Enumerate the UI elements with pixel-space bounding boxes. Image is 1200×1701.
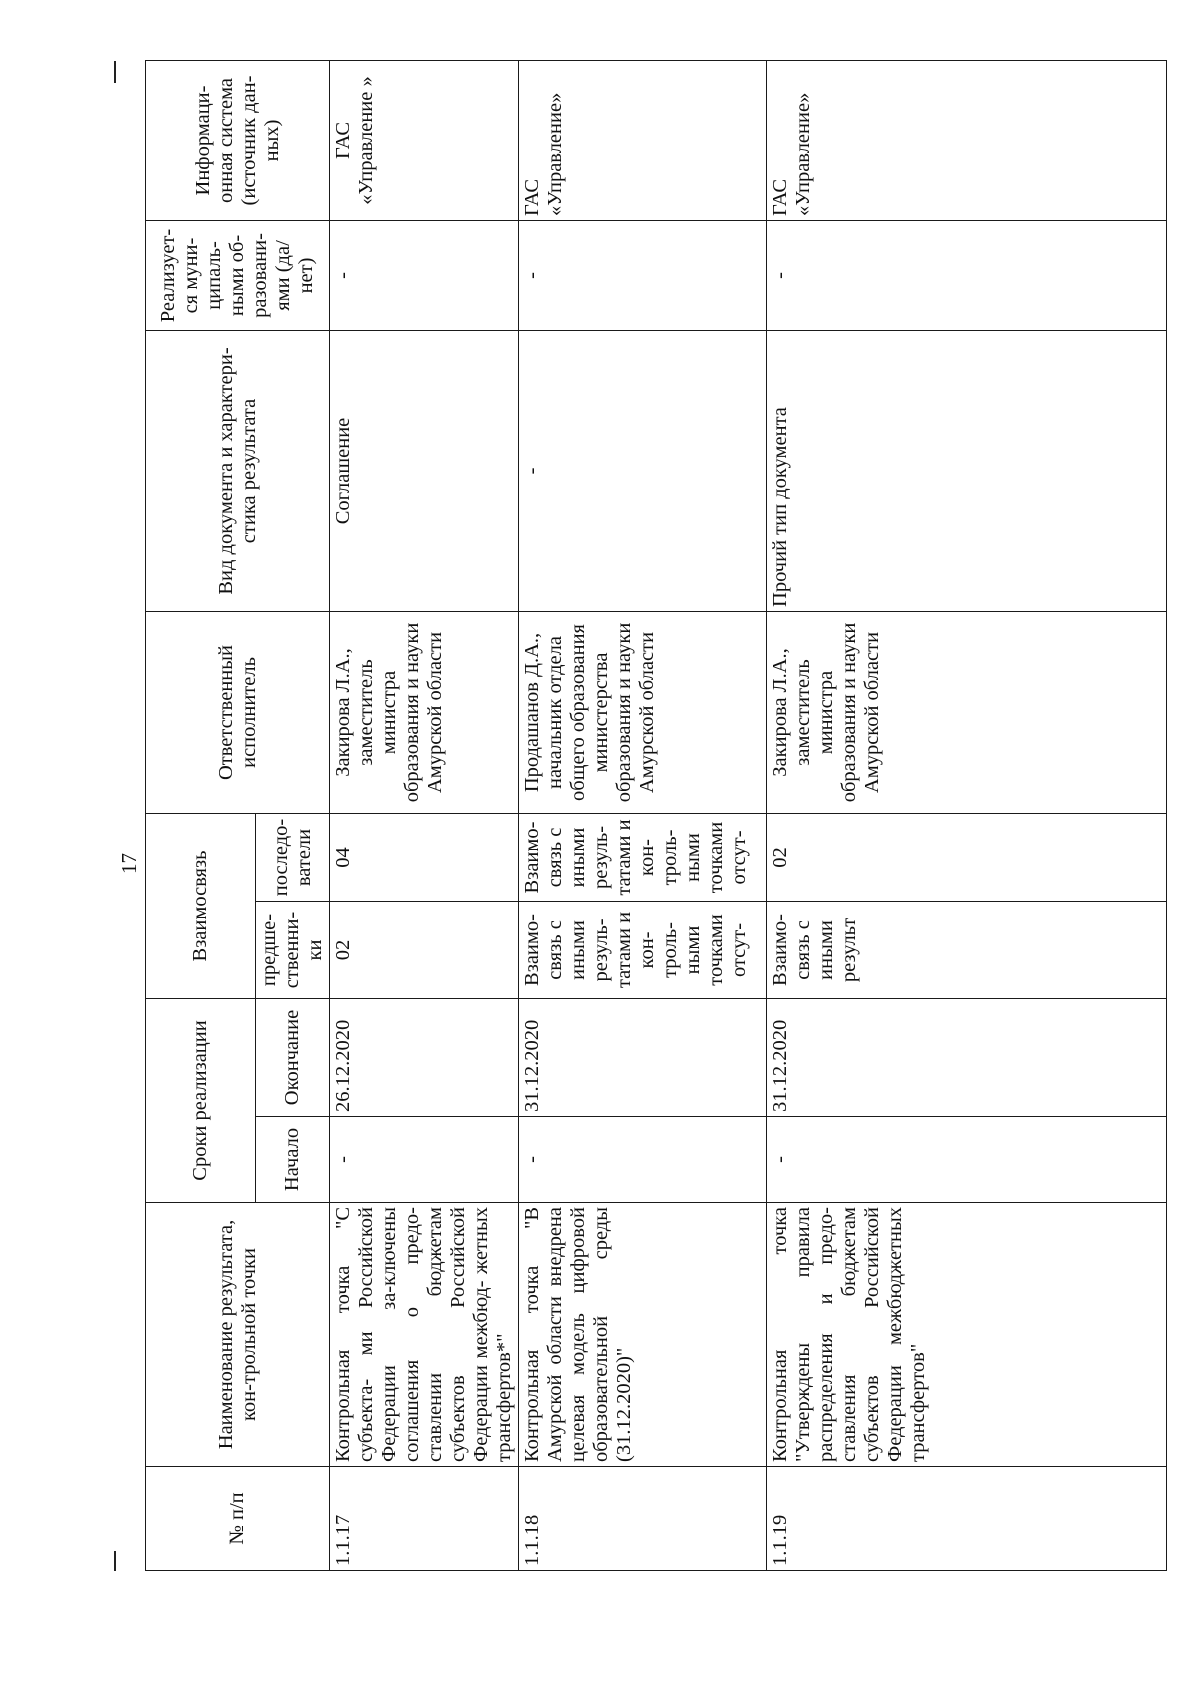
row-start: - [767, 1117, 1167, 1203]
row-end: 31.12.2020 [767, 998, 1167, 1116]
row-municipal: - [330, 220, 519, 330]
header-link: Взаимосвязь [146, 813, 256, 998]
row-municipal: - [767, 220, 1167, 330]
table-row [330, 60, 519, 1570]
row-responsible: Продашанов Д.А., начальник отдела общего образования министерства образования и науки Амурской области [519, 611, 767, 813]
header-responsible: Ответственный исполнитель [146, 611, 330, 813]
header-municipal: Реализует-ся муни-ципаль-ными об-разовани-ями (да/нет) [146, 220, 330, 330]
page-number: 17 [117, 853, 141, 874]
row-num: 1.1.19 [767, 1467, 1167, 1571]
row-document: - [519, 330, 767, 611]
header-start: Начало [256, 1117, 330, 1203]
header-num: № п/п [146, 1467, 330, 1571]
table-row [767, 60, 1167, 1570]
row-end: 26.12.2020 [330, 998, 519, 1116]
row-name: Контрольная точка "Утверждены правила распределения и предо-ставления бюджетам субъектов Российской Федерации межбюджетных трансфертов" [767, 1203, 1167, 1467]
row-name: Контрольная точка "С субъекта- ми Российской Федерации за-ключены соглашения о предо- ставлении бюджетам субъектов Российской Федерации межбюд- жетных трансфертов*" [330, 1203, 519, 1467]
row-document: Прочий тип документа [767, 330, 1167, 611]
row-successors: Взаимо-связь с иными резуль-татами и кон-троль-ными точками отсут- [519, 813, 767, 901]
header-dates: Сроки реализации [146, 998, 256, 1202]
row-successors: 02 [767, 813, 1167, 901]
left-margin-rule [114, 1551, 116, 1571]
header-name: Наименование результата, кон-трольной точки [146, 1203, 330, 1467]
row-predecessors: 02 [330, 901, 519, 998]
row-start: - [519, 1117, 767, 1203]
header-row [146, 60, 256, 1570]
header-predecessors: предше-ственни-ки [256, 901, 330, 998]
row-successors: 04 [330, 813, 519, 901]
row-end: 31.12.2020 [519, 998, 767, 1116]
control-points-table [145, 60, 1167, 1571]
row-municipal: - [519, 220, 767, 330]
row-info-system: ГАС «Управление» [519, 60, 767, 220]
header-end: Окончание [256, 998, 330, 1116]
row-info-system: ГАС «Управление» [767, 60, 1167, 220]
header-info-system: Информаци-онная система (источник дан-ных) [146, 60, 330, 220]
header-successors: последо-ватели [256, 813, 330, 901]
row-predecessors: Взаимо-связь с иными резуль-татами и кон-троль-ными точками отсут- [519, 901, 767, 998]
row-start: - [330, 1117, 519, 1203]
table-row [519, 60, 767, 1570]
row-num: 1.1.18 [519, 1467, 767, 1571]
header-document: Вид документа и характери-стика результата [146, 330, 330, 611]
row-name: Контрольная точка "В Амурской области внедрена целевая модель цифровой образовательной среды (31.12.2020)" [519, 1203, 767, 1467]
row-predecessors: Взаимо-связь с иными результ [767, 901, 1167, 998]
row-responsible: Закирова Л.А., заместитель министра образования и науки Амурской области [767, 611, 1167, 813]
row-responsible: Закирова Л.А., заместитель министра образования и науки Амурской области [330, 611, 519, 813]
row-info-system: ГАС «Управление » [330, 60, 519, 220]
row-document: Соглашение [330, 330, 519, 611]
right-margin-rule [114, 61, 116, 83]
row-num: 1.1.17 [330, 1467, 519, 1571]
